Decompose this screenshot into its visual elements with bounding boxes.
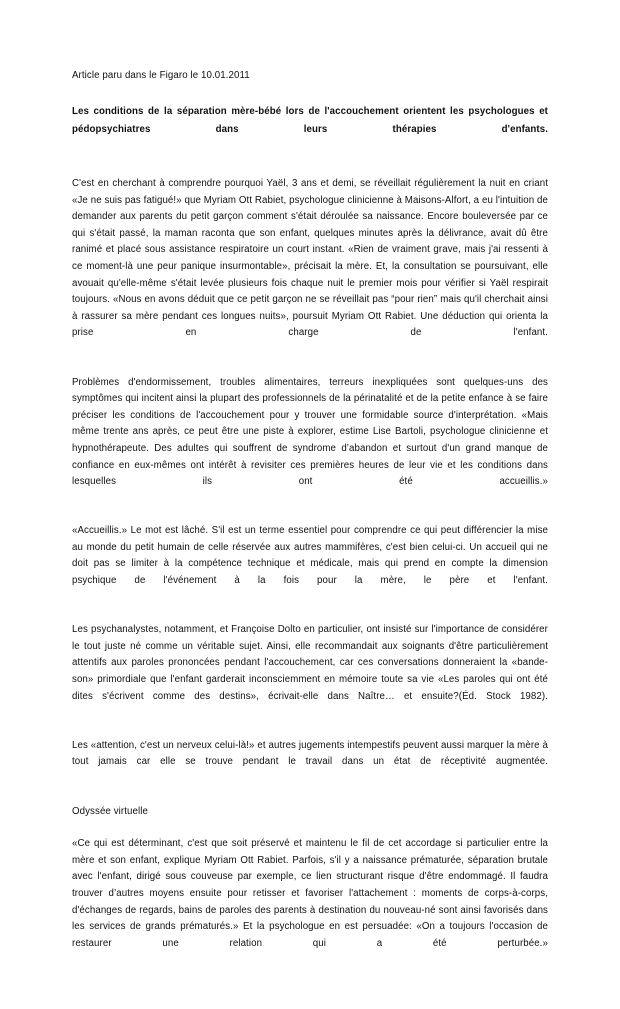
- article-headline: Les conditions de la séparation mère-bébé lors de l'accouchement orientent les psychologues et pédopsychiatres dans leurs thérapies d'enfants.: [72, 106, 548, 135]
- article-paragraph: Les psychanalystes, notamment, et Françoise Dolto en particulier, ont insisté sur l'importance de considérer le tout juste né comme un véritable sujet. Ainsi, elle recommandait aux soignants d'être particulièrement attentifs aux paroles prononcées pendant l'accouchement, car ces conversations donneraient la «bande-son» primordiale que l'enfant garderait inconsciemment en mémoire toute sa vie «Les paroles qui ont été dites s'écrivent comme des destins», écrivait-elle dans Naître… et ensuite?(Éd. Stock 1982).: [72, 624, 548, 702]
- article-paragraph: «Accueillis.» Le mot est lâché. S'il est un terme essentiel pour comprendre ce qui peut différencier la mise au monde du petit humain de celle réservée aux autres mammifères, c'est bien celui-ci. Un accueil qui ne doit pas se limiter à la compétence technique et médicale, mais qui prend en compte la dimension psychique de l'événement à la fois pour la mère, le père et l'enfant.: [72, 525, 548, 587]
- article-body: [72, 68, 548, 969]
- article-paragraph: Les «attention, c'est un nerveux celui-là!» et autres jugements intempestifs peuvent aussi marquer la mère à tout jamais car elle se trouve pendant le travail dans un état de réceptivité augmentée.: [72, 739, 548, 768]
- section-subheading: Odyssée virtuelle: [72, 805, 148, 817]
- article-byline: Article paru dans le Figaro le 10.01.2011: [72, 70, 250, 81]
- article-paragraph: Problèmes d'endormissement, troubles alimentaires, terreurs inexpliquées sont quelques-uns des symptômes qui incitent ainsi la plupart des professionnels de la périnatalité et de la petite enfance à se faire préciser les conditions de l'accouchement pour y trouver une formidable source d'interprétation. «Mais même trente ans après, ce peut être une piste à explorer, estime Lise Bartoli, psychologue clinicienne et hypnothérapeute. Des adultes qui souffrent de syndrome d’abandon et surtout d'un grand manque de confiance en eux-mêmes ont intérêt à revisiter ces premières heures de leur vie et les conditions dans lesquelles ils ont été accueillis.»: [72, 376, 548, 488]
- article-paragraph: C'est en cherchant à comprendre pourquoi Yaël, 3 ans et demi, se réveillait régulièrement la nuit en criant «Je ne suis pas fatigué!» que Myriam Ott Rabiet, psychologue clinicienne à Maisons-Alfort, a eu l'intuition de demander aux parents du petit garçon comment s'était déroulée sa naissance. Encore bouleversée par ce qui s'était passé, la maman raconta que son enfant, quelques minutes après la délivrance, avait dû être ranimé et placé sous assistance respiratoire un court instant. «Rien de vraiment grave, mais j'ai ressenti à ce moment-là une peur panique insurmontable», précisait la mère. Et, la consultation se poursuivant, elle avouait qu'elle-même s'était levée plusieurs fois chaque nuit le premier mois pour vérifier si Yaël respirait toujours. «Nous en avons déduit que ce petit garçon ne se réveillait pas “pour rien” mais qu'il cherchait ainsi à rassurer sa mère pendant ces longues nuits», poursuit Myriam Ott Rabiet. Une déduction qui orienta la prise en charge de l'enfant.: [72, 178, 548, 339]
- article-paragraph: «Ce qui est déterminant, c'est que soit préservé et maintenu le fil de cet accordage si particulier entre la mère et son enfant, explique Myriam Ott Rabiet. Parfois, s'il y a naissance prématurée, séparation brutale avec l'enfant, dirigé sous couveuse par exemple, ce lien structurant risque d'être endommagé. Il faudra trouver d’autres moyens ensuite pour retisser et favoriser l'attachement : moments de corps-à-corps, d'échanges de regards, bains de paroles des parents à destination du nouveau-né sont ainsi favorisés dans les services de grands prématurés.» Et la psychologue en est persuadée: «On a toujours l'occasion de restaurer une relation qui a été perturbée.»: [72, 838, 548, 949]
